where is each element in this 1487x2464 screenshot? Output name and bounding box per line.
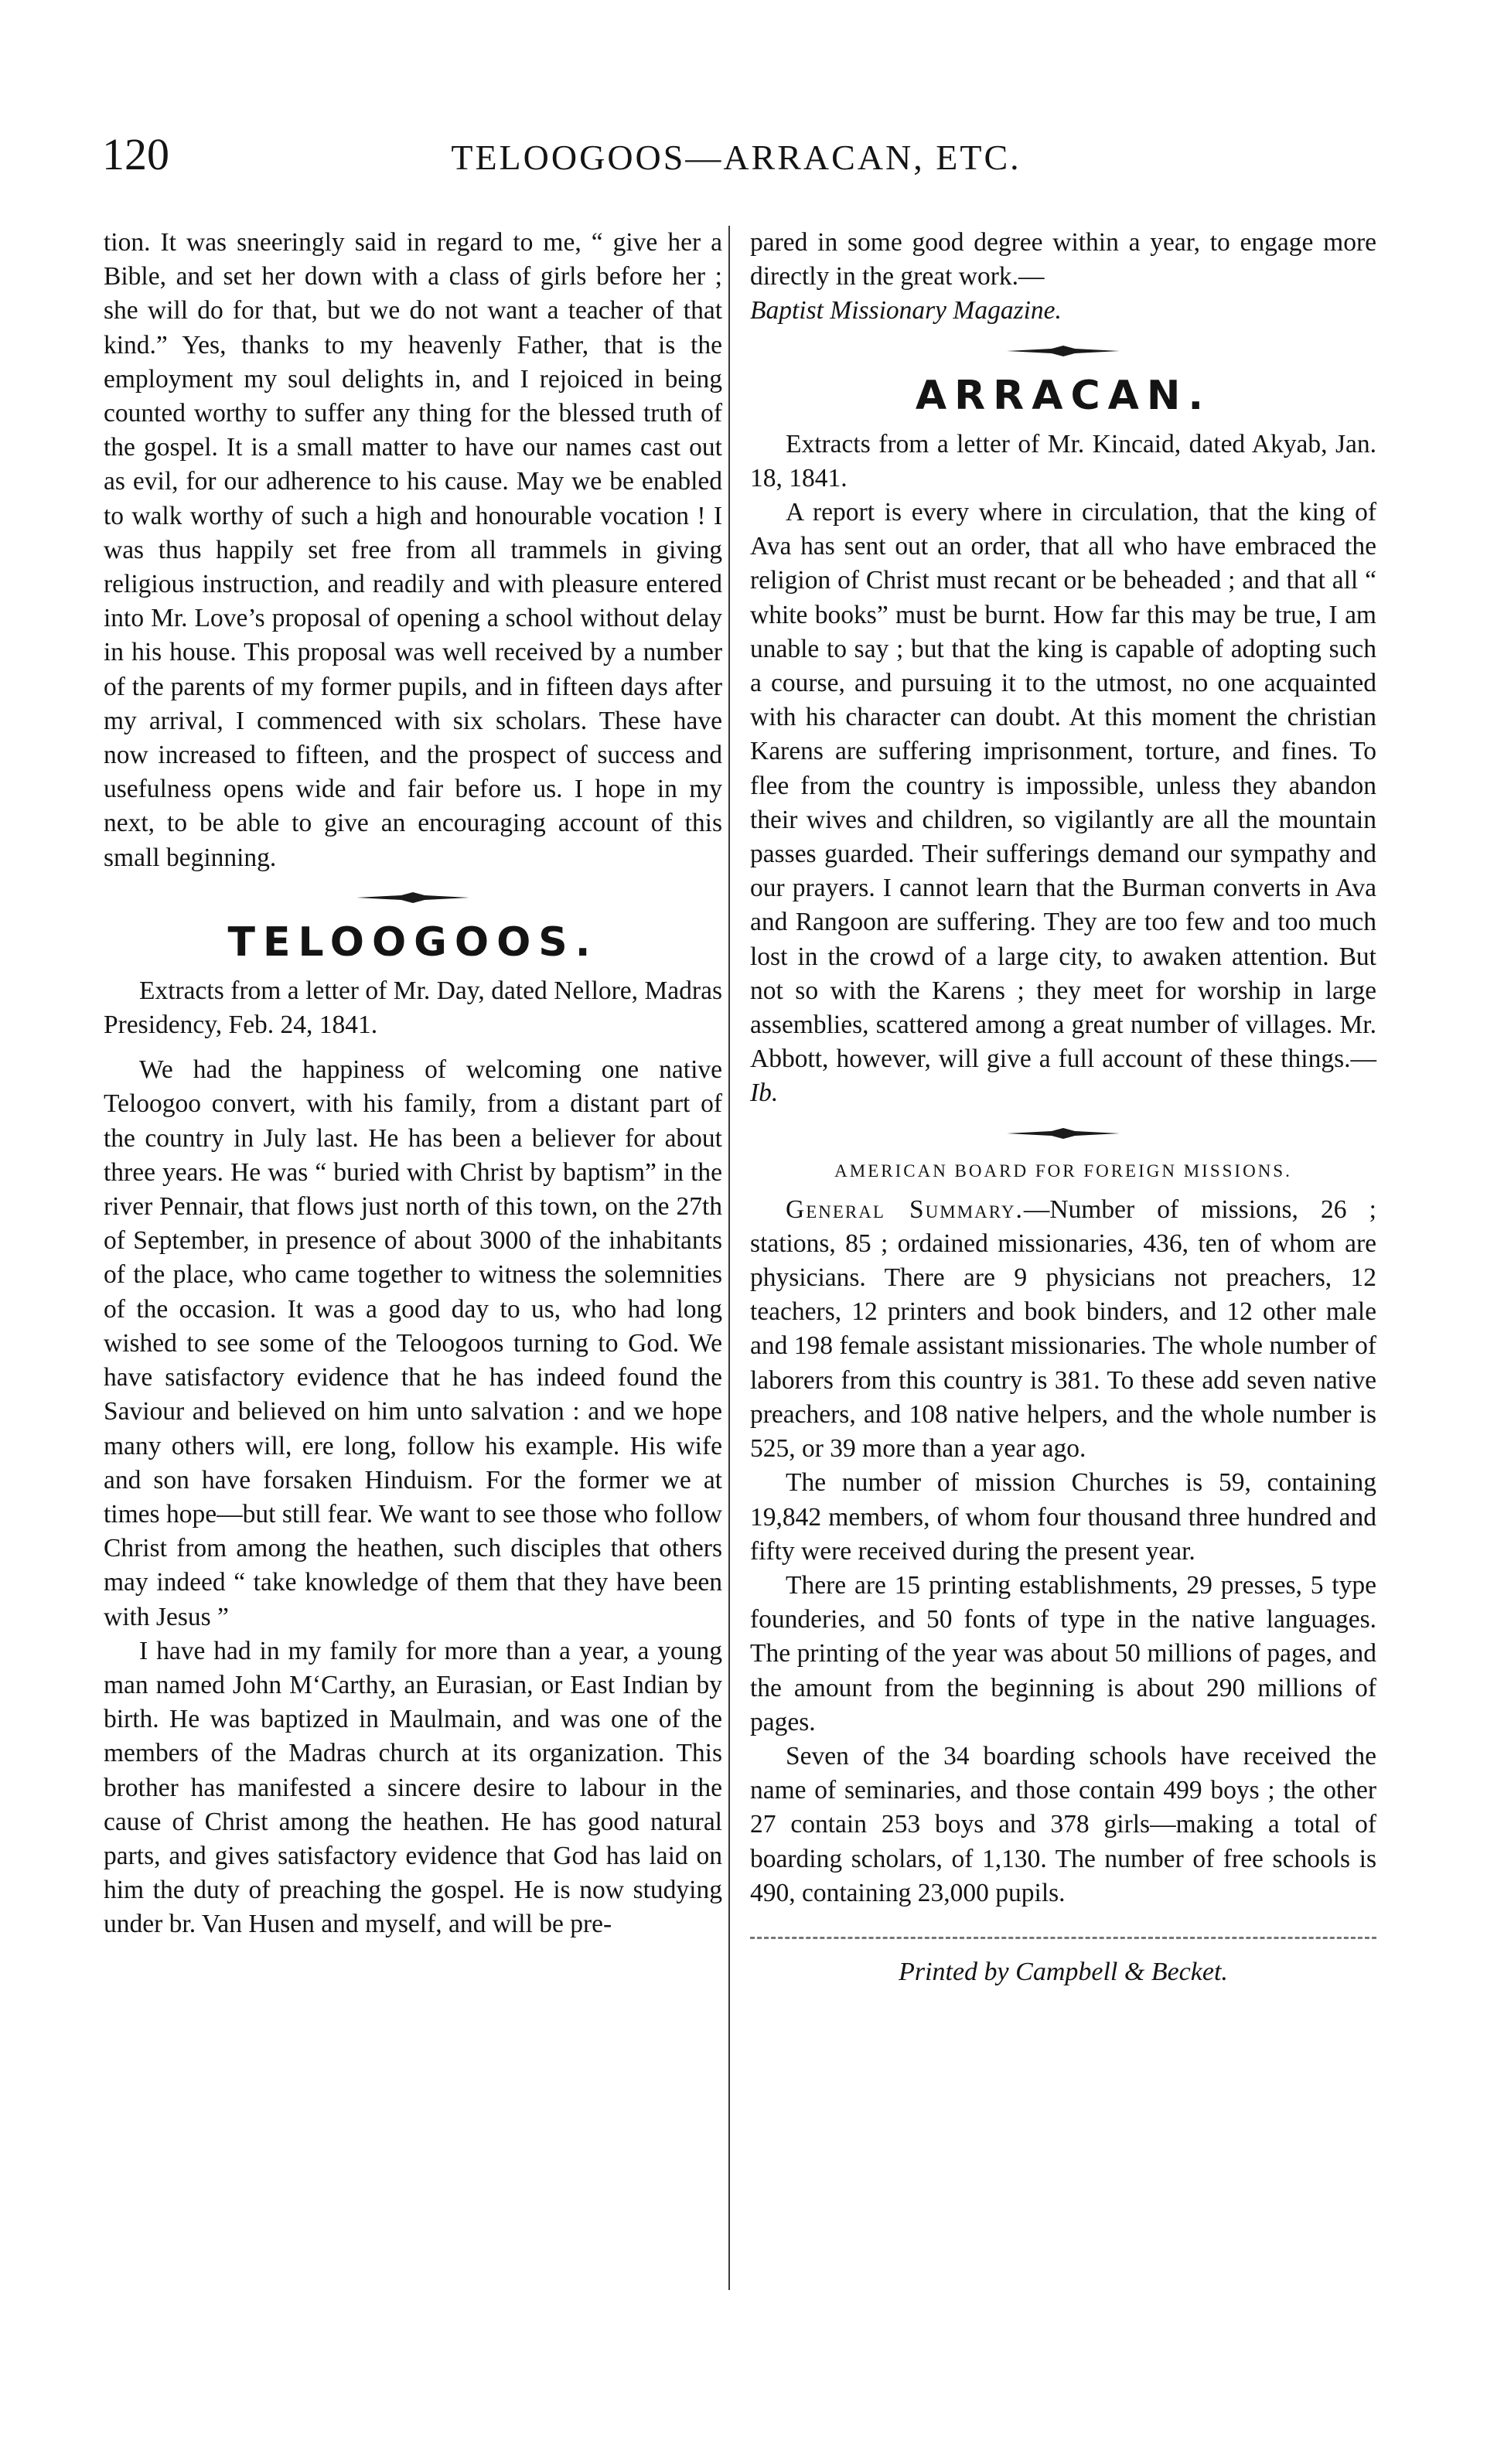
right-paragraph-churches: The number of mission Churches is 59, containing 19,842 members, of whom four thousand three hundred and fifty were received during the present year. [750,1468,1376,1566]
letter-subheading-kincaid: Extracts from a letter of Mr. Kincaid, dated Akyab, Jan. 18, 1841. [750,429,1376,492]
section-heading-teloogoos: TELOOGOOS. [227,918,599,966]
page-number: 120 [102,129,169,179]
right-column [750,226,1376,1992]
source-citation-ib: Ib. [750,1079,779,1108]
left-paragraph-continued: tion. It was sneeringly said in regard to me, “ give her a Bible, and set her down with a class of girls before her ; she will do for that, but we do not want a teacher of that kind.” Yes, thanks to my heavenly Father, that is the employment my soul delights in, and I rejoiced in being counted worthy to suffer any thing for the blessed truth of the gospel. It is a small matter to have our names cast out as evil, for our adherence to his cause. May we be enabled to walk worthy of such a high and honourable vocation ! I was thus happily set free from all trammels in giving religious instruction, and readily and with pleasure entered into Mr. Love’s proposal of opening a school without delay in his house. This proposal was well received by a number of the parents of my former pupils, and in fifteen days after my arrival, I commenced with six scholars. These have now increased to fifteen, and the prospect of success and usefulness opens wide and fair before us. I hope in my next, to be able to give an encouraging account of this small beginning. [104,228,722,872]
right-paragraph-report [750,496,1376,1111]
right-paragraph-summary [750,1193,1376,1467]
section-heading-american-board: AMERICAN BOARD FOR FOREIGN MISSIONS. [834,1160,1292,1181]
section-divider-ornament [1005,344,1121,358]
section-heading-arracan: ARRACAN. [915,372,1212,419]
right-paragraph-continued [750,226,1376,294]
right-paragraph-printing: There are 15 printing establishments, 29 presses, 5 type founderies, and 50 fonts of type in the native languages. The printing of the year was about 50 millions of pages, and the amount from the beginning is about 290 millions of pages. [750,1570,1376,1736]
page-header [102,124,1370,186]
right-paragraph-summary-text: —Number of missions, 26 ; stations, 85 ; ordained missionaries, 436, ten of whom are physicians. There are 9 physicians not preachers, 12 teachers, 12 printers and book binders, and 12 other male and 198 female assistant missionaries. The whole number of laborers from this country is 381. To these add seven native preachers, and 108 native helpers, and the whole number is 525, or 39 more than a year ago. [750,1195,1376,1464]
printer-colophon: Printed by Campbell & Becket. [899,1957,1228,1986]
letter-subheading-day: Extracts from a letter of Mr. Day, dated Nellore, Madras Presidency, Feb. 24, 1841. [104,976,722,1040]
left-column [104,226,722,1942]
running-head: TELOOGOOS—ARRACAN, ETC. [451,138,1021,177]
section-divider-ornament [1005,1126,1121,1140]
column-rule [728,226,730,2290]
section-divider-ornament [355,891,471,905]
right-paragraph-schools: Seven of the 34 boarding schools have received the name of seminaries, and those contain 499 boys ; the other 27 contain 253 boys and 378 girls—making a total of boarding scholars, of 1,130. The number of free schools is 490, containing 23,000 pupils. [750,1741,1376,1907]
right-paragraph-report-text: A report is every where in circulation, that the king of Ava has sent out an order, that all who have embraced the religion of Christ must recant or be beheaded ; and that all “ white books” must be burnt. How far this may be true, I am unable to say ; but that the king is capable of adopting such a course, and pursuing it to the utmost, no one acquainted with his character can doubt. At this moment the christian Karens are suffering imprisonment, torture, and fines. To flee from the country is impossible, unless they abandon their wives and children, so vigilantly are all the mountain passes guarded. Their sufferings demand our sympathy and our prayers. I cannot learn that the Burman converts in Ava and Rangoon are suffering. They are too few and too much lost in the crowd of a large city, to awaken attention. But not so with the Karens ; they meet for worship in large assemblies, scattered among a great number of villages. Mr. Abbott, however, will give a full account of these things.— [750,498,1376,1074]
right-paragraph-continued-text: pared in some good degree within a year, to engage more directly in the great work.— [750,228,1376,291]
run-in-heading: General Summary. [786,1195,1024,1224]
source-citation-magazine: Baptist Missionary Magazine. [750,296,1062,325]
left-paragraph-mccarthy: I have had in my family for more than a year, a young man named John M‘Carthy, an Eurasian, or East Indian by birth. He was baptized in Maulmain, and was one of the members of the Madras church at its organization. This brother has manifested a sincere desire to labour in the cause of Christ among the heathen. He has good natural parts, and gives satisfactory evidence that God has laid on him the duty of preaching the gospel. He is now studying under br. Van Husen and myself, and will be pre- [104,1636,722,1939]
closing-rule [750,1937,1376,1939]
left-paragraph-convert: We had the happiness of welcoming one native Teloogoo convert, with his family, from a distant part of the country in July last. He has been a believer for about three years. He was “ buried with Christ by baptism” in the river Pennair, that flows just north of this town, on the 27th of September, in presence of about 3000 of the inhabitants of the place, who came together to witness the solemnities of the occasion. It was a good day to us, who had long wished to see some of the Teloogoos turning to God. We have satisfactory evidence that he has indeed found the Saviour and believed on him unto salvation : and we hope many others will, ere long, follow his example. His wife and son have forsaken Hinduism. For the former we at times hope—but still fear. We want to see those who follow Christ from among the heathen, such disciples that others may indeed “ take knowledge of them that they have been with Jesus ” [104,1055,722,1631]
